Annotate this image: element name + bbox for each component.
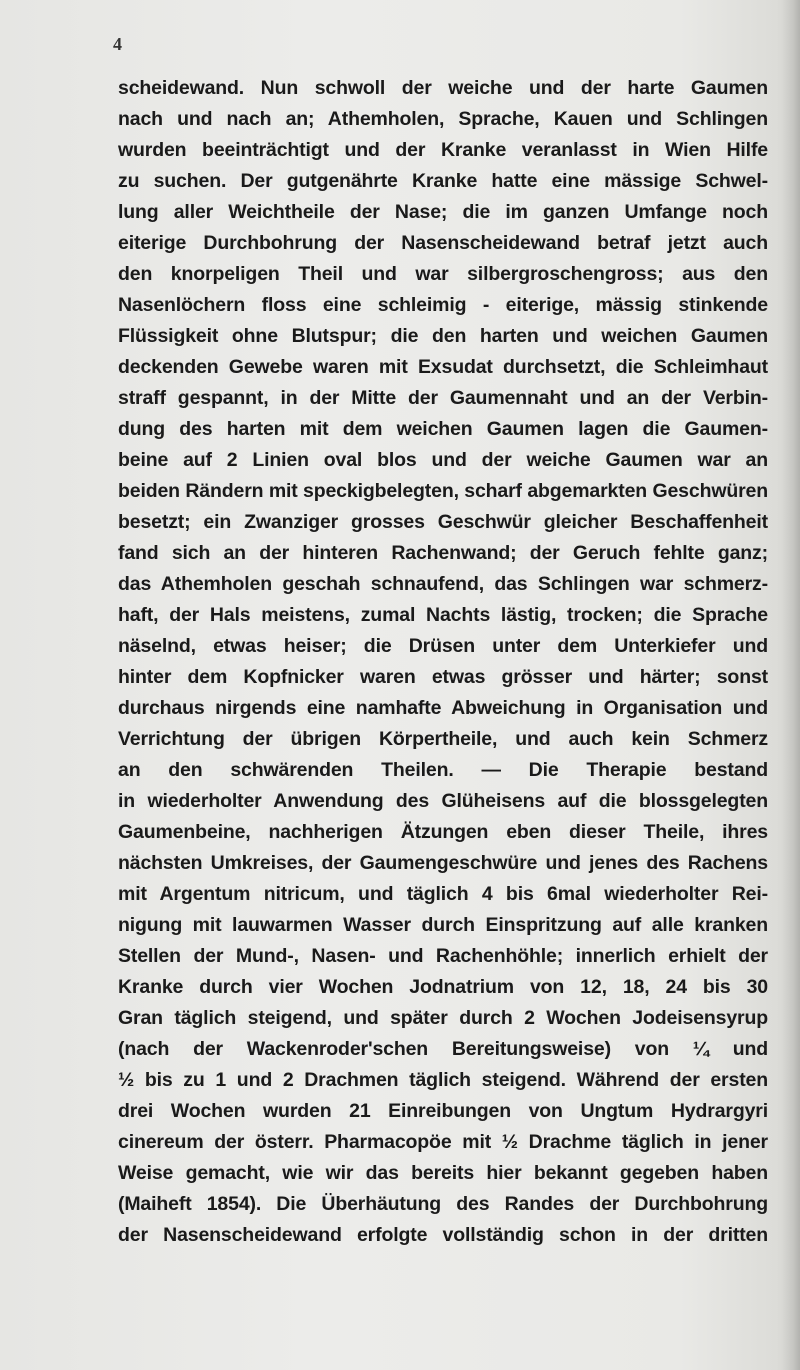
- text-line: scheidewand. Nun schwoll der weiche und der harte Gaumen: [118, 77, 768, 99]
- text-line: fand sich an der hinteren Rachenwand; der Geruch fehlte ganz;: [118, 542, 768, 564]
- text-line: eiterige Durchbohrung der Nasenscheidewand betraf jetzt auch: [118, 232, 768, 254]
- text-line: Gaumenbeine, nachherigen Ätzungen eben dieser Theile, ihres: [118, 821, 768, 843]
- text-line: in wiederholter Anwendung des Glüheisens auf die blossgelegten: [118, 790, 768, 812]
- page-edge-shadow: [782, 0, 800, 1370]
- text-line: den knorpeligen Theil und war silbergroschengross; aus den: [118, 263, 768, 285]
- text-line: das Athemholen geschah schnaufend, das Schlingen war schmerz-: [118, 573, 768, 595]
- text-line: an den schwärenden Theilen. — Die Therapie bestand: [118, 759, 768, 781]
- text-line: Kranke durch vier Wochen Jodnatrium von 12, 18, 24 bis 30: [118, 976, 768, 998]
- page-number: 4: [113, 34, 122, 54]
- text-line: drei Wochen wurden 21 Einreibungen von Ungtum Hydrargyri: [118, 1100, 768, 1122]
- text-line: lung aller Weichtheile der Nase; die im ganzen Umfange noch: [118, 201, 768, 223]
- text-line: der Nasenscheidewand erfolgte vollständig schon in der dritten: [118, 1224, 768, 1246]
- text-line: Gran täglich steigend, und später durch 2 Wochen Jodeisensyrup: [118, 1007, 768, 1029]
- text-line: Flüssigkeit ohne Blutspur; die den harten und weichen Gaumen: [118, 325, 768, 347]
- text-line: nach und nach an; Athemholen, Sprache, Kauen und Schlingen: [118, 108, 768, 130]
- text-line: nigung mit lauwarmen Wasser durch Einspritzung auf alle kranken: [118, 914, 768, 936]
- text-line: cinereum der österr. Pharmacopöe mit ½ Drachme täglich in jener: [118, 1131, 768, 1153]
- text-line: ½ bis zu 1 und 2 Drachmen täglich steigend. Während der ersten: [118, 1069, 768, 1091]
- text-line: näselnd, etwas heiser; die Drüsen unter dem Unterkiefer und: [118, 635, 768, 657]
- text-line: wurden beeinträchtigt und der Kranke veranlasst in Wien Hilfe: [118, 139, 768, 161]
- text-line: Nasenlöchern floss eine schleimig - eiterige, mässig stinkende: [118, 294, 768, 316]
- text-line: (nach der Wackenroder'schen Bereitungsweise) von ¼ und: [118, 1038, 768, 1060]
- text-line: beiden Rändern mit speckigbelegten, scharf abgemarkten Geschwüren: [118, 480, 768, 502]
- text-line: deckenden Gewebe waren mit Exsudat durchsetzt, die Schleimhaut: [118, 356, 768, 378]
- text-line: nächsten Umkreises, der Gaumengeschwüre und jenes des Rachens: [118, 852, 768, 874]
- text-line: mit Argentum nitricum, und täglich 4 bis 6mal wiederholter Rei-: [118, 883, 768, 905]
- text-line: haft, der Hals meistens, zumal Nachts lästig, trocken; die Sprache: [118, 604, 768, 626]
- body-text: [118, 73, 768, 1251]
- text-line: dung des harten mit dem weichen Gaumen lagen die Gaumen-: [118, 418, 768, 440]
- text-line: Verrichtung der übrigen Körpertheile, und auch kein Schmerz: [118, 728, 768, 750]
- text-line: besetzt; ein Zwanziger grosses Geschwür gleicher Beschaffenheit: [118, 511, 768, 533]
- text-line: Stellen der Mund-, Nasen- und Rachenhöhle; innerlich erhielt der: [118, 945, 768, 967]
- text-line: durchaus nirgends eine namhafte Abweichung in Organisation und: [118, 697, 768, 719]
- text-line: zu suchen. Der gutgenährte Kranke hatte eine mässige Schwel-: [118, 170, 768, 192]
- text-line: hinter dem Kopfnicker waren etwas grösser und härter; sonst: [118, 666, 768, 688]
- text-line: Weise gemacht, wie wir das bereits hier bekannt gegeben haben: [118, 1162, 768, 1184]
- text-line: straff gespannt, in der Mitte der Gaumennaht und an der Verbin-: [118, 387, 768, 409]
- text-line: (Maiheft 1854). Die Überhäutung des Randes der Durchbohrung: [118, 1193, 768, 1215]
- text-line: beine auf 2 Linien oval blos und der weiche Gaumen war an: [118, 449, 768, 471]
